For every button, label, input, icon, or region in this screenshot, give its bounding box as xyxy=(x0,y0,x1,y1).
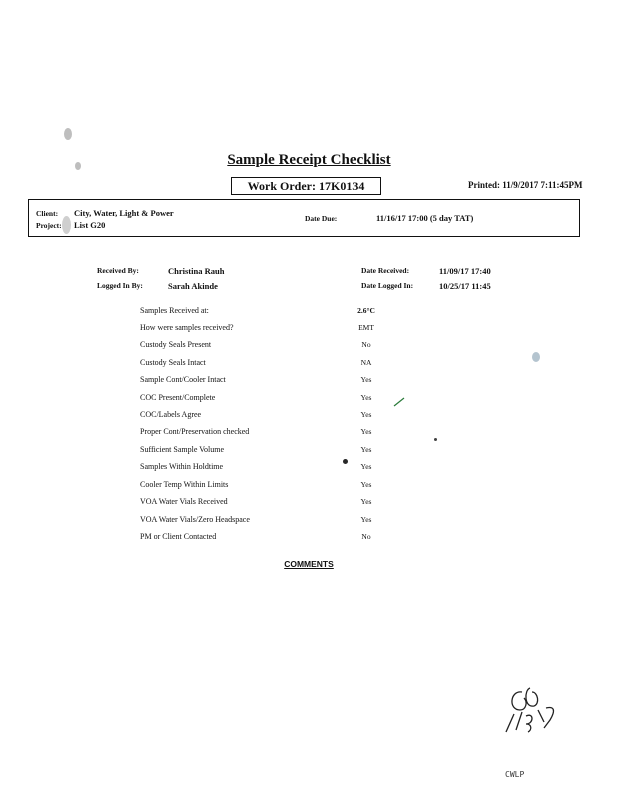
scan-smudge xyxy=(62,216,71,234)
project-value: List G20 xyxy=(74,220,106,230)
page-title: Sample Receipt Checklist xyxy=(227,152,391,168)
checklist-value: Yes xyxy=(360,375,372,384)
checklist-value: Yes xyxy=(360,515,372,524)
scan-smudge xyxy=(75,162,81,170)
date-received-value: 11/09/17 17:40 xyxy=(439,266,491,276)
checklist-value: Yes xyxy=(360,445,372,454)
checklist-value: EMT xyxy=(358,323,374,332)
checklist-value: Yes xyxy=(360,480,372,489)
checklist-value: Yes xyxy=(360,393,372,402)
footer-code: CWLP xyxy=(505,770,525,779)
date-received-label: Date Received: xyxy=(361,266,410,275)
checklist-value: No xyxy=(361,532,371,541)
checklist-value: Yes xyxy=(360,497,372,506)
checklist-label: COC/Labels Agree xyxy=(140,410,202,419)
logged-in-by-label: Logged In By: xyxy=(97,281,143,290)
checklist-label: COC Present/Complete xyxy=(140,393,216,402)
checklist-label: VOA Water Vials Received xyxy=(140,497,228,506)
date-logged-value: 10/25/17 11:45 xyxy=(439,281,491,291)
checklist-label: PM or Client Contacted xyxy=(140,532,217,541)
checklist-label: How were samples received? xyxy=(140,323,234,332)
checklist-label: Sufficient Sample Volume xyxy=(140,445,224,454)
checklist-label: VOA Water Vials/Zero Headspace xyxy=(140,515,250,524)
date-due-label: Date Due: xyxy=(305,214,338,223)
work-order-box: Work Order: 17K0134 xyxy=(231,177,381,195)
date-logged-label: Date Logged In: xyxy=(361,281,414,290)
checklist-label: Custody Seals Present xyxy=(140,340,212,349)
green-pen-mark xyxy=(392,396,406,408)
checklist-label: Samples Received at: xyxy=(140,306,209,315)
checklist-value: NA xyxy=(360,358,372,367)
scan-dot xyxy=(343,459,348,464)
printed-timestamp: Printed: 11/9/2017 7:11:45PM xyxy=(468,180,583,190)
received-by-label: Received By: xyxy=(97,266,139,275)
client-value: City, Water, Light & Power xyxy=(74,208,174,218)
checklist-label: Samples Within Holdtime xyxy=(140,462,224,471)
checklist-label: Sample Cont/Cooler Intact xyxy=(140,375,226,384)
date-due-value: 11/16/17 17:00 (5 day TAT) xyxy=(376,213,474,223)
client-info-box xyxy=(28,199,580,237)
checklist-label: Custody Seals Intact xyxy=(140,358,206,367)
logged-in-by-value: Sarah Akinde xyxy=(168,281,218,291)
checklist-label: Proper Cont/Preservation checked xyxy=(140,427,250,436)
scan-smudge xyxy=(64,128,72,140)
handwritten-initials-signature xyxy=(500,680,580,740)
scan-smudge xyxy=(532,352,540,362)
checklist-label: Cooler Temp Within Limits xyxy=(140,480,229,489)
checklist-value: 2.6°C xyxy=(357,306,375,315)
client-label: Client: xyxy=(36,209,59,218)
received-by-value: Christina Rauh xyxy=(168,266,225,276)
checklist-value: No xyxy=(361,340,371,349)
scan-dot xyxy=(434,438,437,441)
checklist-value: Yes xyxy=(360,427,372,436)
comments-heading: COMMENTS xyxy=(284,559,334,569)
project-label: Project: xyxy=(36,221,62,230)
checklist-value: Yes xyxy=(360,462,372,471)
checklist-value: Yes xyxy=(360,410,372,419)
